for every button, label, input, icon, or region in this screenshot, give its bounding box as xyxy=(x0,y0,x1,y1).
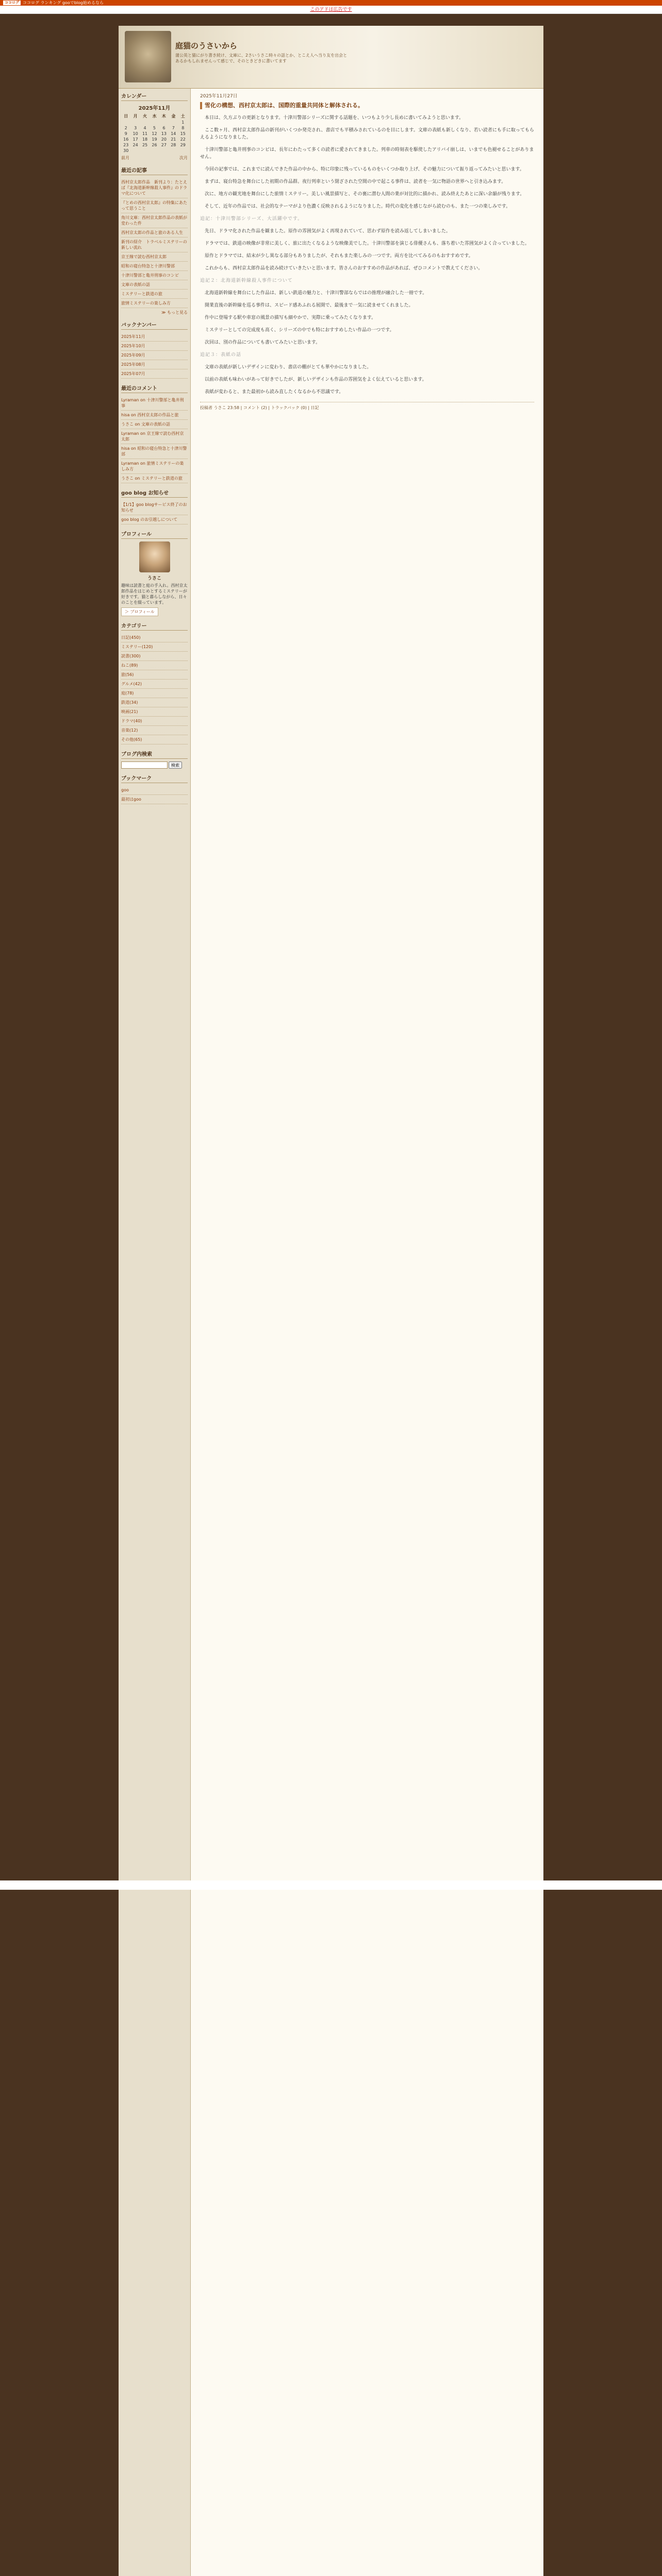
calendar-title: 2025年11月 xyxy=(138,106,171,111)
calendar-day xyxy=(150,148,159,154)
calendar-day xyxy=(140,148,150,154)
calendar-weekday: 火 xyxy=(143,114,147,118)
calendar-day xyxy=(159,120,169,125)
comment-link[interactable]: うさこ on 文庫の表紙の話 xyxy=(121,420,188,429)
recent-post-link[interactable]: 文庫の表紙の話 xyxy=(121,280,188,290)
recent-post-link[interactable]: 昭和の寝台特急と十津川警部 xyxy=(121,262,188,271)
post-body xyxy=(200,114,534,396)
more-posts-link[interactable]: ≫ もっと見る xyxy=(161,310,188,315)
bookmark-link[interactable]: goo xyxy=(121,786,188,795)
calendar-day[interactable]: 3 xyxy=(134,126,137,130)
post-paragraph: 北海道新幹線を舞台にした作品は、新しい鉄道の魅力と、十津川警部ならではの推理が融合した一冊です。 xyxy=(205,291,427,296)
category-link[interactable]: 映画(21) xyxy=(121,707,188,717)
category-link[interactable]: その他(65) xyxy=(121,735,188,744)
recent-post-link[interactable]: 旅情ミステリーの楽しみ方 xyxy=(121,299,188,308)
blog-description: 蒲公英と猫にがり書き続け、文庫に、2さいうさこ時々の話とか、とこえ人へ当り友を出会とあるかもしれませんって感じで、そのときどきに書いてます xyxy=(175,53,347,63)
post-paragraph: そして、近年の作品では、社会的なテーマがより色濃く反映されるようになりました。時代の変化を感じながら読むのも、また一つの楽しみです。 xyxy=(205,204,511,209)
post-paragraph: 文庫の表紙が新しいデザインに変わり、書店の棚がとても華やかになりました。 xyxy=(205,365,372,370)
calendar-day[interactable]: 5 xyxy=(153,126,156,130)
calendar-day[interactable]: 27 xyxy=(161,143,167,147)
post-paragraph: ミステリーとしての完成度も高く、シリーズの中でも特におすすめしたい作品の一つです。 xyxy=(205,328,394,333)
calendar-weekday: 水 xyxy=(152,114,157,118)
calendar-day[interactable]: 29 xyxy=(180,143,186,147)
goo-news-list xyxy=(121,500,188,524)
profile-avatar xyxy=(139,541,170,572)
calendar-day[interactable]: 4 xyxy=(143,126,146,130)
calendar-weekday: 土 xyxy=(180,114,185,118)
recent-post-link[interactable]: 『とめの西村京太郎』の特集にあたって思うこと xyxy=(121,198,188,213)
calendar-day xyxy=(130,148,140,154)
archive-list xyxy=(121,332,188,379)
calendar-day[interactable]: 13 xyxy=(161,131,167,136)
calendar-prev-link[interactable]: 前月 xyxy=(121,156,129,160)
calendar-day[interactable]: 20 xyxy=(161,137,167,142)
calendar-day[interactable]: 21 xyxy=(171,137,176,142)
comment-link[interactable]: Lyraman on 京王線で読む西村京太郎 xyxy=(121,429,188,444)
post-paragraph: これからも、西村京太郎作品を読み続けていきたいと思います。皆さんのおすすめの作品があれば、ぜひコメントで教えてください。 xyxy=(205,266,483,271)
calendar-day[interactable]: 23 xyxy=(123,143,129,147)
goo-logo[interactable]: ココログ xyxy=(3,1,21,5)
archive-link[interactable]: 2025年07月 xyxy=(121,369,188,379)
bookmark-list xyxy=(121,786,188,804)
comments-list xyxy=(121,396,188,483)
recent-post-link[interactable]: 新刊の紹介 トラベルミステリーの新しい流れ xyxy=(121,238,188,252)
category-link[interactable]: 音楽(12) xyxy=(121,726,188,735)
category-link[interactable]: ミステリー(120) xyxy=(121,642,188,652)
calendar-day[interactable]: 8 xyxy=(181,126,185,130)
category-link[interactable]: ドラマ(40) xyxy=(121,717,188,726)
calendar-day[interactable]: 14 xyxy=(171,131,176,136)
calendar-weekday: 日 xyxy=(124,114,128,118)
top-bar xyxy=(0,0,662,6)
calendar-day[interactable]: 12 xyxy=(152,131,157,136)
category-link[interactable]: 庭(78) xyxy=(121,689,188,698)
calendar-day xyxy=(169,120,178,125)
calendar xyxy=(121,113,188,154)
post-paragraph: まずは、寝台特急を舞台にした初期の作品群。夜行列車という閉ざされた空間の中で起こる事件は、読者を一気に物語の世界へと引き込みます。 xyxy=(205,179,506,184)
comment-link[interactable]: hisa on 西村京太郎の作品と旅 xyxy=(121,411,188,420)
sidebar xyxy=(119,89,191,2576)
calendar-day[interactable]: 9 xyxy=(124,131,127,136)
post-paragraph: 以前の表紙も味わいがあって好きでしたが、新しいデザインも作品の雰囲気をよく伝えていると思います。 xyxy=(205,377,427,382)
category-link[interactable]: 旅(56) xyxy=(121,670,188,680)
bookmark-link[interactable]: 最初はgoo xyxy=(121,795,188,804)
top-bar-text[interactable]: ココログ ランキング gooでblog始めるなら xyxy=(23,1,104,5)
calendar-day[interactable]: 2 xyxy=(124,126,127,130)
profile-heading: プロフィール xyxy=(121,530,188,539)
post-paragraph: 次回は、別の作品についても書いてみたいと思います。 xyxy=(205,340,321,345)
calendar-day xyxy=(169,148,178,154)
main-content xyxy=(195,89,539,2576)
calendar-weekday: 金 xyxy=(171,114,176,118)
post-paragraph: 表紙が変わると、また最初から読み直したくなるから不思議です。 xyxy=(205,389,344,395)
category-list xyxy=(121,633,188,744)
search-button[interactable]: 検索 xyxy=(169,761,182,769)
recent-post-link[interactable]: 西村京太郎の作品と旅のある人生 xyxy=(121,228,188,238)
page-gap xyxy=(0,1880,662,1890)
recent-posts-list xyxy=(121,178,188,308)
calendar-day xyxy=(150,120,159,125)
calendar-day xyxy=(159,148,169,154)
post-paragraph: 今回の記事では、これまでに読んできた作品の中から、特に印象に残っているものをいくつか取り上げ、その魅力について振り返ってみたいと思います。 xyxy=(205,167,524,172)
calendar-day[interactable]: 15 xyxy=(180,131,186,136)
ad-bar xyxy=(0,6,662,14)
recent-post-link[interactable]: 十津川警部と亀井刑事のコンビ xyxy=(121,271,188,280)
archive-heading: バックナンバー xyxy=(121,320,188,330)
category-link[interactable]: 日記(450) xyxy=(121,633,188,642)
post-paragraph: ここ数ヶ月、西村京太郎作品の新刊がいくつか発売され、書店でも平積みされているのを目にします。文庫の表紙も新しくなり、若い読者にも手に取ってもらえるようになりました。 xyxy=(200,128,534,140)
post-footer[interactable]: 投稿者 うさこ 23:58 | コメント (2) | トラックバック (0) | 日記 xyxy=(200,402,534,412)
search-input[interactable] xyxy=(121,761,168,769)
calendar-day[interactable]: 10 xyxy=(133,131,138,136)
calendar-day[interactable]: 1 xyxy=(181,120,185,125)
post-date: 2025年11月27日 xyxy=(200,94,238,99)
calendar-day[interactable]: 18 xyxy=(142,137,148,142)
search-heading: ブログ内検索 xyxy=(121,750,188,759)
calendar-day[interactable]: 25 xyxy=(142,143,148,147)
ad-link[interactable]: このアドは広告です xyxy=(310,7,352,12)
goo-news-heading: goo blog お知らせ xyxy=(121,488,188,498)
calendar-day[interactable]: 30 xyxy=(123,148,129,153)
calendar-day xyxy=(121,120,130,125)
comment-link[interactable]: Lyraman on 旅情ミステリーの楽しみ方 xyxy=(121,459,188,474)
archive-link[interactable]: 2025年09月 xyxy=(121,351,188,360)
post-paragraph: 十津川警部と亀井刑事のコンビは、長年にわたって多くの読者に愛されてきました。列車の時刻表を駆使したアリバイ崩しは、いまでも色褪せることがありません。 xyxy=(200,147,534,160)
section-heading: 追記２：北海道新幹線殺人事件について xyxy=(200,278,293,283)
post-paragraph: 開業直後の新幹線を巡る事件は、スピード感あふれる展開で、最後まで一気に読ませてくれました。 xyxy=(205,303,413,308)
calendar-day[interactable]: 11 xyxy=(142,131,148,136)
search-box xyxy=(121,761,188,769)
profile-text: 趣味は読書と庭の手入れ。西村京太郎作品をはじめとするミステリーが好きです。猫と暮らしながら、日々のことを綴っています。 xyxy=(121,583,188,605)
post-paragraph: ドラマでは、鉄道の映像が非常に美しく、旅に出たくなるような映像美でした。十津川警部を演じる俳優さんも、落ち着いた雰囲気がよく合っていました。 xyxy=(205,241,529,246)
calendar-day[interactable]: 6 xyxy=(162,126,166,130)
calendar-day xyxy=(140,120,150,125)
calendar-day[interactable]: 26 xyxy=(152,143,157,147)
blog-header xyxy=(119,26,543,89)
profile-name: うさこ xyxy=(147,576,161,581)
calendar-day[interactable]: 28 xyxy=(171,143,176,147)
post-paragraph: 作中に登場する駅や車窓の風景の描写も細やかで、実際に乗ってみたくなります。 xyxy=(205,315,376,320)
calendar-weekday: 木 xyxy=(161,114,166,118)
calendar-heading: カレンダー xyxy=(121,92,188,101)
category-link[interactable]: 読書(300) xyxy=(121,652,188,661)
section-heading: 追記：十津川警部シリーズ、大活躍中です。 xyxy=(200,216,303,222)
comment-link[interactable]: うさこ on ミステリーと鉄道の旅 xyxy=(121,474,188,483)
calendar-weekday: 月 xyxy=(133,114,138,118)
calendar-next-link[interactable]: 次月 xyxy=(179,156,188,160)
post-paragraph: 先日、ドラマ化された作品を観ました。原作の雰囲気がよく再現されていて、思わず原作を読み返してしまいました。 xyxy=(205,229,451,234)
calendar-day[interactable]: 17 xyxy=(133,137,138,142)
goo-news-link[interactable]: 【1/1】goo blogサービス終了のお知らせ xyxy=(121,500,188,515)
archive-link[interactable]: 2025年10月 xyxy=(121,342,188,351)
comments-heading: 最近のコメント xyxy=(121,384,188,393)
recent-posts-heading: 最近の記事 xyxy=(121,166,188,175)
recent-post-link[interactable]: ミステリーと鉄道の旅 xyxy=(121,290,188,299)
goo-news-link[interactable]: goo blog のお引越しについて xyxy=(121,515,188,524)
calendar-day xyxy=(130,120,140,125)
recent-post-link[interactable]: 角川文庫：西村京太郎作品の表紙が変わった件 xyxy=(121,213,188,228)
blog-title[interactable]: 庭猫のうさいから xyxy=(175,41,238,50)
post-paragraph: 次に、地方の観光地を舞台にした旅情ミステリー。美しい風景描写と、その裏に潜む人間の業が対比的に描かれ、読み終えたあとに深い余韻が残ります。 xyxy=(205,192,525,197)
comment-link[interactable]: Lyraman on 十津川警部と亀井刑事 xyxy=(121,396,188,411)
calendar-day[interactable]: 7 xyxy=(172,126,175,130)
header-photo xyxy=(125,31,171,82)
recent-post-link[interactable]: 京王線で読む西村京太郎 xyxy=(121,252,188,262)
comment-link[interactable]: hisa on 昭和の寝台特急と十津川警部 xyxy=(121,444,188,459)
category-heading: カテゴリー xyxy=(121,621,188,631)
post-paragraph: 本日は、久方ぶりの更新となります。十津川警部シリーズに関する話題を、いつもより少し長めに書いてみようと思います。 xyxy=(205,115,464,121)
recent-post-link[interactable]: 西村京太郎作品 新刊より：たとえば『北海道新幹線殺人事件』のドラマ化について xyxy=(121,178,188,198)
category-link[interactable]: 鉄道(34) xyxy=(121,698,188,707)
calendar-day[interactable]: 24 xyxy=(133,143,138,147)
category-link[interactable]: ねこ(89) xyxy=(121,661,188,670)
category-link[interactable]: グルメ(42) xyxy=(121,680,188,689)
calendar-day[interactable]: 19 xyxy=(152,137,157,142)
calendar-day[interactable]: 16 xyxy=(123,137,129,142)
bookmark-heading: ブックマーク xyxy=(121,774,188,783)
section-heading: 追記３：表紙の話 xyxy=(200,352,242,358)
calendar-day[interactable]: 22 xyxy=(180,137,186,142)
post-paragraph: 原作とドラマでは、結末が少し異なる部分もありましたが、それもまた楽しみの一つです。両方を比べてみるのもおすすめです。 xyxy=(205,253,473,259)
blog-page xyxy=(119,26,543,2576)
post-title[interactable]: 雪化の構想、西村京太郎は、国際的重量共同体と解体される。 xyxy=(200,102,534,109)
archive-link[interactable]: 2025年08月 xyxy=(121,360,188,369)
archive-link[interactable]: 2025年11月 xyxy=(121,332,188,342)
profile-link[interactable]: ＞ プロフィール xyxy=(121,607,158,616)
calendar-day xyxy=(178,148,188,154)
